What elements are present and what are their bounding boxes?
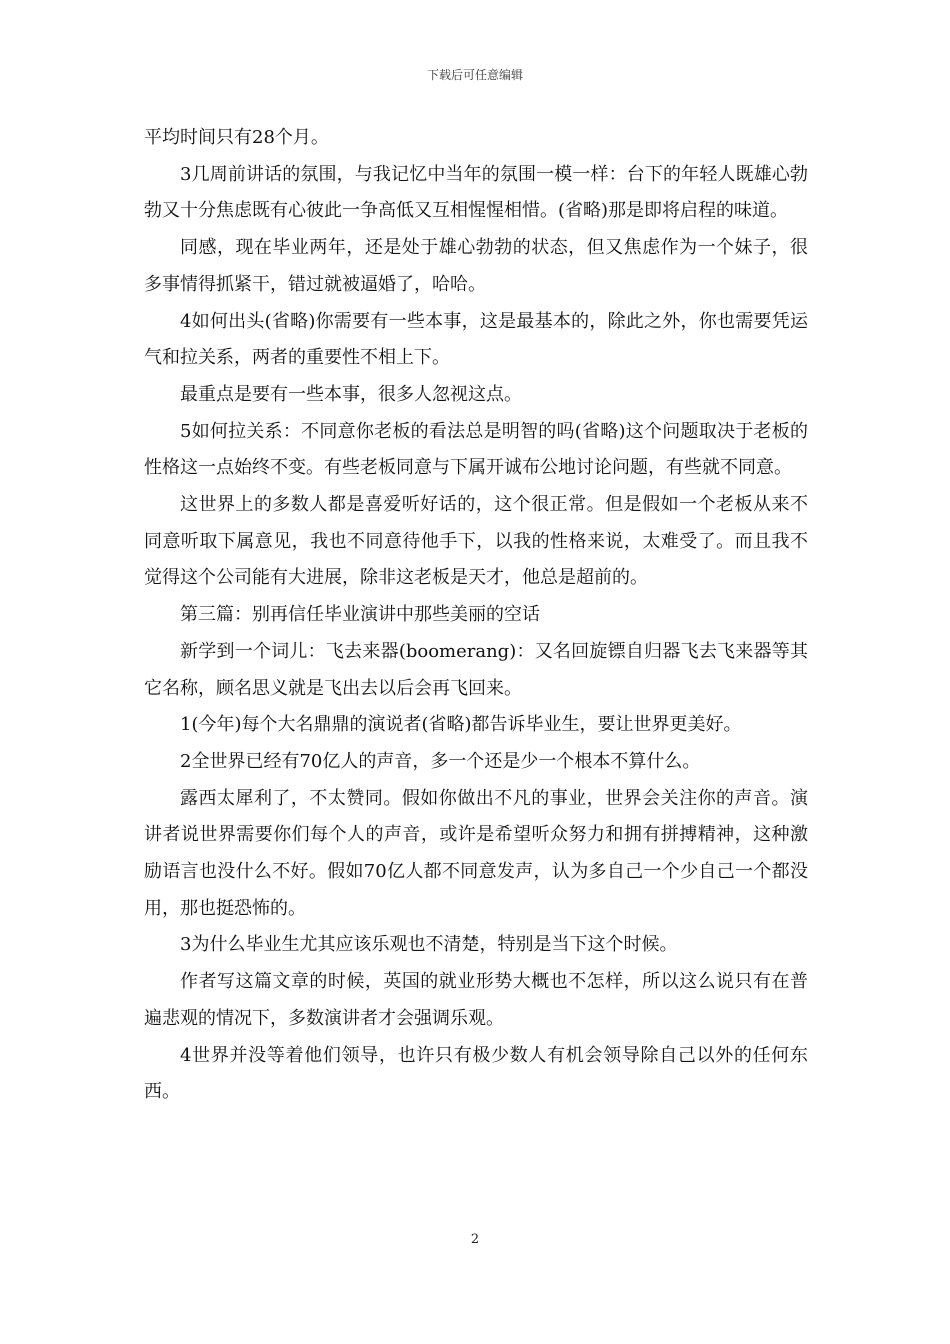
- paragraph: 5如何拉关系：不同意你老板的看法总是明智的吗(省略)这个问题取决于老板的性格这一点始终不变。有些老板同意与下属开诚布公地讨论问题，有些就不同意。: [144, 420, 808, 479]
- paragraph: 同感，现在毕业两年，还是处于雄心勃勃的状态，但又焦虑作为一个妹子，很多事情得抓紧干，错过就被逼婚了，哈哈。: [144, 237, 808, 295]
- document-body: [144, 120, 808, 1111]
- paragraph: 3几周前讲话的氛围，与我记忆中当年的氛围一模一样：台下的年轻人既雄心勃勃又十分焦虑既有心彼此一争高低又互相惺惺相惜。(省略)那是即将启程的味道。: [144, 163, 808, 222]
- paragraph-continuation: 平均时间只有28个月。: [144, 127, 329, 148]
- paragraph: 2全世界已经有70亿人的声音，多一个还是少一个根本不算什么。: [180, 750, 701, 772]
- paragraph: 1(今年)每个大名鼎鼎的演说者(省略)都告诉毕业生，要让世界更美好。: [180, 714, 742, 736]
- paragraph: 作者写这篇文章的时候，英国的就业形势大概也不怎样，所以这么说只有在普遍悲观的情况下，多数演讲者才会强调乐观。: [144, 971, 808, 1029]
- page-header: 下载后可任意编辑: [426, 68, 523, 82]
- paragraph: 新学到一个词儿：飞去来器(boomerang)：又名回旋镖自归器飞去飞来器等其它名称，顾名思义就是飞出去以后会再飞回来。: [144, 640, 808, 699]
- paragraph: 4世界并没等着他们领导，也许只有极少数人有机会领导除自己以外的任何东西。: [144, 1044, 808, 1103]
- paragraph: 最重点是要有一些本事，很多人忽视这点。: [180, 383, 522, 405]
- paragraph: 3为什么毕业生尤其应该乐观也不清楚，特别是当下这个时候。: [180, 934, 678, 956]
- page-number: 2: [470, 1232, 480, 1247]
- paragraph: 露西太犀利了，不太赞同。假如你做出不凡的事业，世界会关注你的声音。演讲者说世界需要你们每个人的声音，或许是希望听众努力和拥有拼搏精神，这种激励语言也没什么不好。假如70亿人都不同意发声，认为多自己一个少自己一个都没用，那也挺恐怖的。: [144, 787, 808, 919]
- paragraph: 这世界上的多数人都是喜爱听好话的，这个很正常。但是假如一个老板从来不同意听取下属意见，我也不同意待他手下，以我的性格来说，太难受了。而且我不觉得这个公司能有大进展，除非这老板是天才，他总是超前的。: [144, 494, 808, 589]
- section-heading: 第三篇：别再信任毕业演讲中那些美丽的空话: [180, 604, 540, 626]
- paragraph: 4如何出头(省略)你需要有一些本事，这是最基本的，除此之外，你也需要凭运气和拉关系，两者的重要性不相上下。: [144, 310, 808, 369]
